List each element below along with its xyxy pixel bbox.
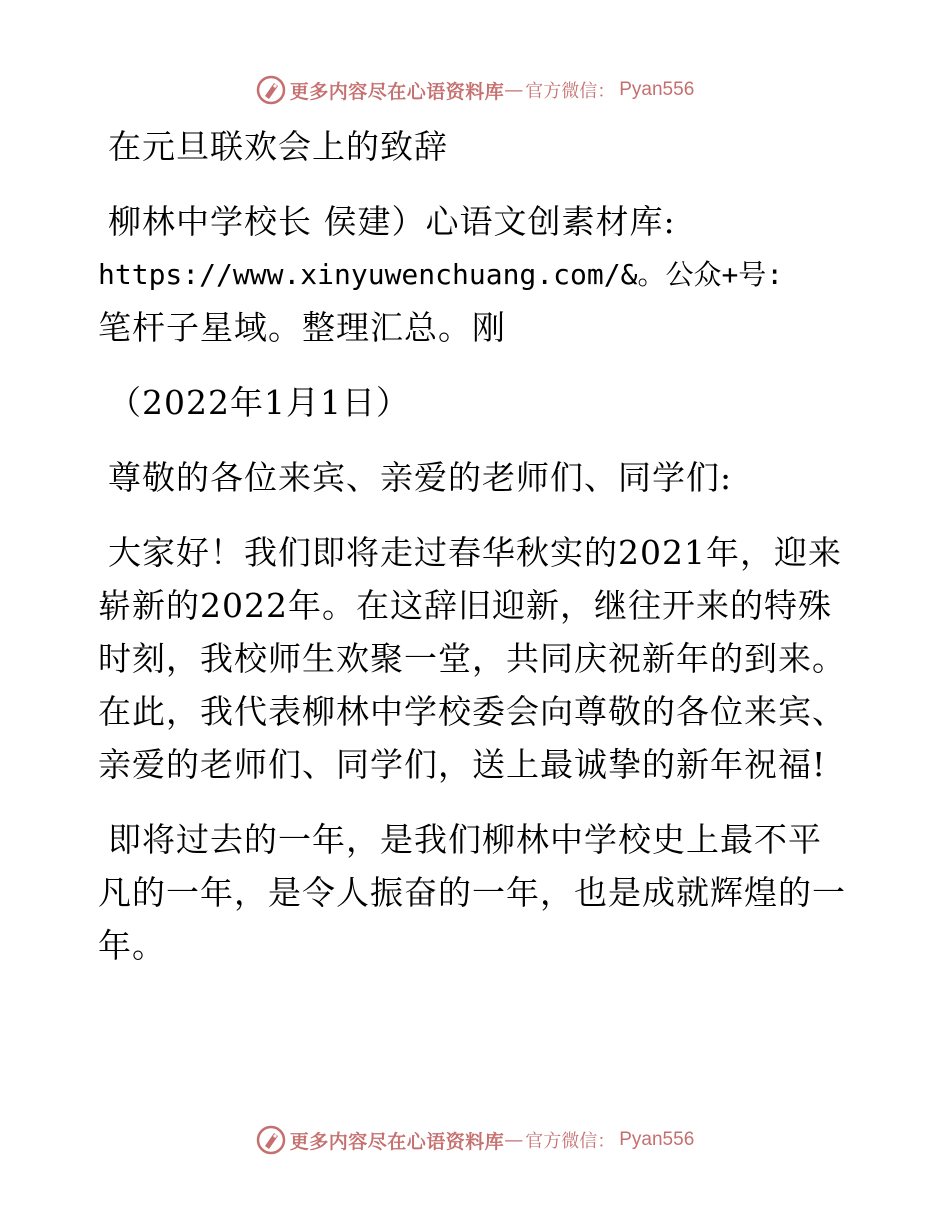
paragraph-review: [98, 813, 858, 972]
watermark-separator: —: [504, 1129, 524, 1151]
source-note-line: 笔杆子星域。整理汇总。刚: [98, 308, 506, 347]
document-title: 在元旦联欢会上的致辞: [108, 127, 448, 166]
author-block: [98, 195, 858, 354]
pen-nib-logo-icon: [256, 75, 286, 105]
watermark-separator: —: [504, 79, 524, 101]
watermark-wechat-id: Pyan556: [619, 1129, 695, 1150]
header-watermark: [0, 70, 950, 110]
paragraph-greeting: [98, 526, 858, 791]
paragraph-line: 时刻，我校师生欢聚一堂，共同庆祝新年的到来。: [98, 639, 846, 678]
paragraph-line: 凡的一年，是令人振奋的一年，也是成就辉煌的一: [98, 873, 846, 912]
pen-nib-logo-icon: [256, 1125, 286, 1155]
paragraph-line: 亲爱的老师们、同学们，送上最诚挚的新年祝福!: [98, 745, 827, 784]
document-body: [98, 120, 858, 972]
author-line: 柳林中学校长 侯建）心语文创素材库:: [108, 202, 676, 241]
watermark-text: 更多内容尽在心语资料库: [289, 1130, 505, 1153]
document-date: （2022年1月1日）: [108, 383, 410, 422]
paragraph-line: 崭新的2022年。在这辞旧迎新，继往开来的特殊: [98, 586, 832, 625]
watermark-label: 官方微信：: [525, 1131, 616, 1152]
footer-watermark: [0, 1120, 950, 1160]
salutation: 尊敬的各位来宾、亲爱的老师们、同学们:: [108, 458, 733, 497]
watermark-text: 更多内容尽在心语资料库: [289, 80, 505, 103]
paragraph-line: 在此，我代表柳林中学校委会向尊敬的各位来宾、: [98, 692, 846, 731]
source-url-line: https://www.xinyuwenchuang.com/&。公众+号:: [98, 258, 784, 291]
paragraph-line: 大家好！我们即将走过春华秋实的2021年，迎来: [108, 533, 842, 572]
watermark-wechat-id: Pyan556: [619, 79, 695, 100]
watermark-label: 官方微信：: [525, 81, 616, 102]
paragraph-line: 年。: [98, 926, 166, 965]
paragraph-line: 即将过去的一年，是我们柳林中学校史上最不平: [108, 820, 822, 859]
